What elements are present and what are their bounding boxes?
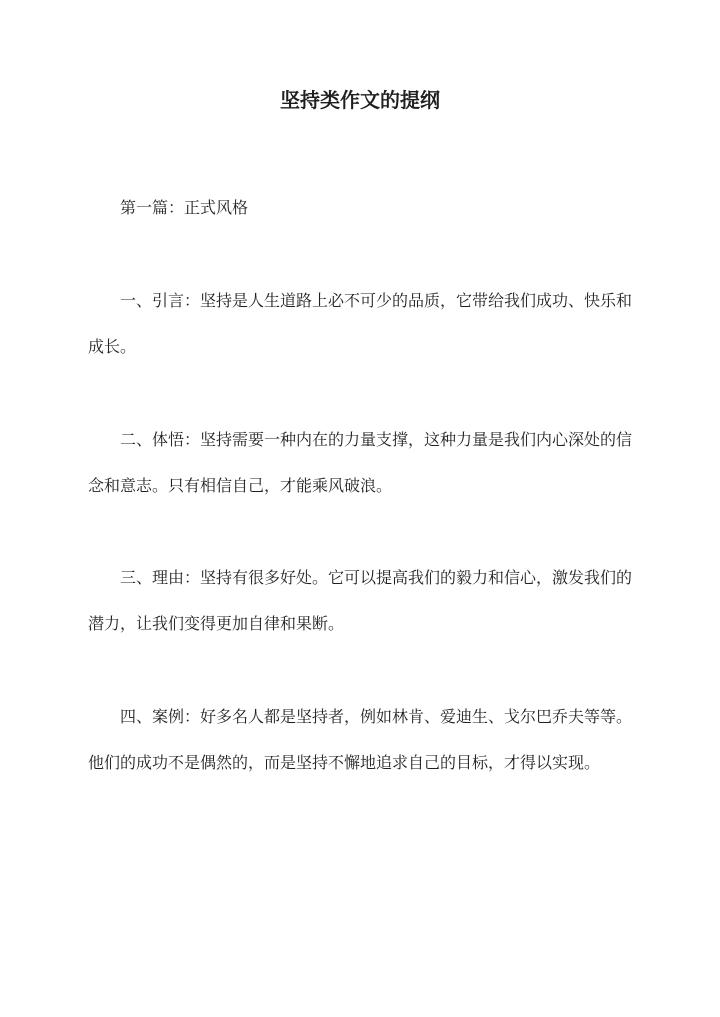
paragraph-examples: 四、案例：好多名人都是坚持者，例如林肯、爱迪生、戈尔巴乔夫等等。他们的成功不是偶然的，而是坚持不懈地追求自己的目标，才得以实现。 (88, 707, 633, 772)
paragraph-reasons: 三、理由：坚持有很多好处。它可以提高我们的毅力和信心，激发我们的潜力，让我们变得更加自律和果断。 (88, 568, 633, 633)
paragraph-introduction: 一、引言：坚持是人生道路上必不可少的品质，它带给我们成功、快乐和成长。 (88, 291, 633, 356)
paragraph-reflection: 二、体悟：坚持需要一种内在的力量支撑，这种力量是我们内心深处的信念和意志。只有相信自己，才能乘风破浪。 (88, 430, 633, 495)
section-subheading: 第一篇：正式风格 (120, 198, 249, 217)
page-title: 坚持类作文的提纲 (280, 88, 440, 112)
